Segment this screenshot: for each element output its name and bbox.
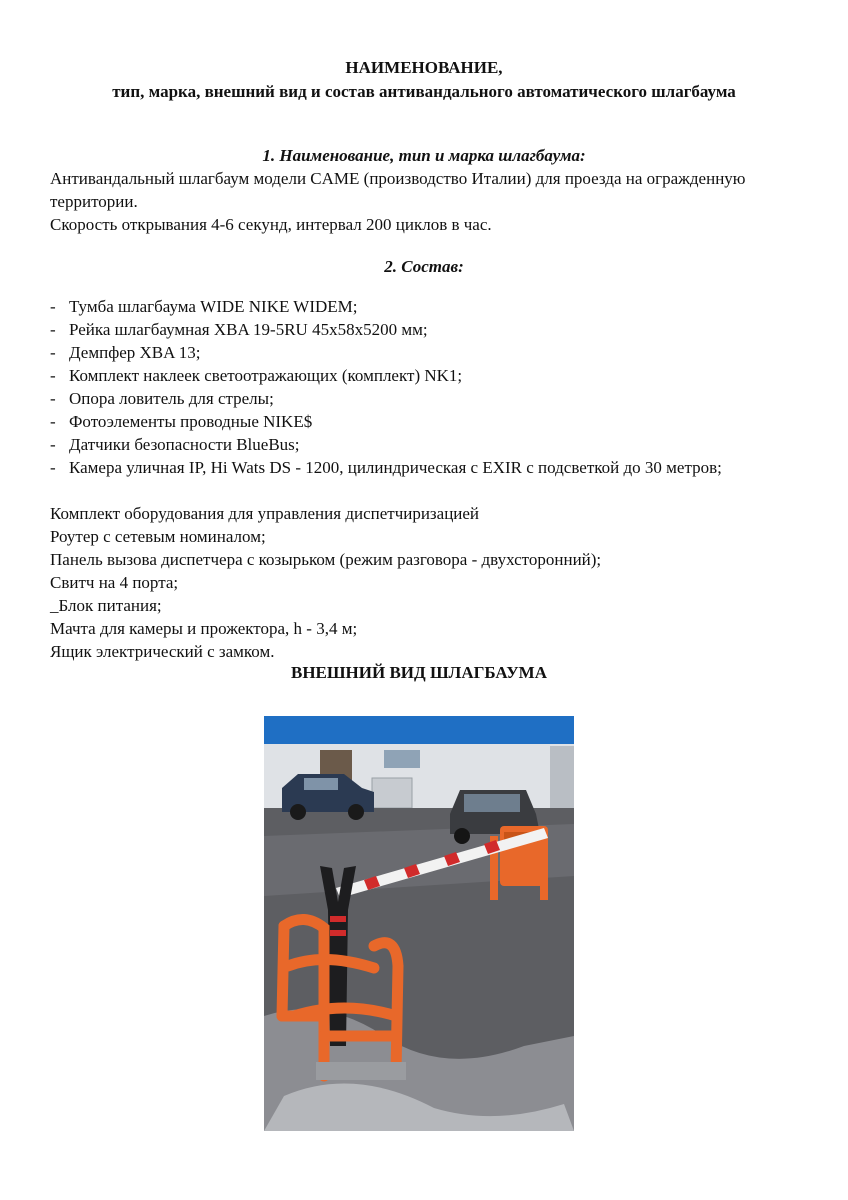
list-line: Свитч на 4 порта; <box>50 573 179 592</box>
barrier-photo <box>264 716 574 1131</box>
list-line: Панель вызова диспетчера с козырьком (режим разговора - двухсторонний); <box>50 550 602 569</box>
list-item: - Рейка шлагбаумная XBA 19-5RU 45х58х5200 мм; <box>50 320 428 339</box>
list-line: Роутер с сетевым номиналом; <box>50 527 266 546</box>
list-item: - Опора ловитель для стрелы; <box>50 389 274 408</box>
document-subtitle: тип, марка, внешний вид и состав антивандального автоматического шлагбаума <box>112 82 736 101</box>
section-1-heading: 1. Наименование, тип и марка шлагбаума: <box>262 146 586 165</box>
list-item: - Комплект наклеек светоотражающих (комплект) NK1; <box>50 366 463 385</box>
building-roof <box>264 716 574 744</box>
section-1-paragraph-1: Антивандальный шлагбаум модели CAME (производство Италии) для проезда на огражденную территории. <box>50 169 746 211</box>
list-item: - Фотоэлементы проводные NIKE$ <box>50 412 313 431</box>
list-item: - Камера уличная IP, Hi Wats DS - 1200, цилиндрическая с EXIR с подсветкой до 30 метров; <box>50 458 722 477</box>
list-item: - Датчики безопасности BlueBus; <box>50 435 300 454</box>
list-line: Ящик электрический с замком. <box>50 642 275 661</box>
section-2-heading: 2. Состав: <box>384 257 464 276</box>
list-line: _Блок питания; <box>50 596 162 615</box>
document-title: НАИМЕНОВАНИЕ, <box>345 58 503 77</box>
list-item: - Тумба шлагбаума WIDE NIKE WIDEM; <box>50 297 358 316</box>
list-line: Комплект оборудования для управления диспетчиризацией <box>50 504 480 523</box>
section-1-paragraph-2: Скорость открывания 4-6 секунд, интервал 200 циклов в час. <box>50 215 492 234</box>
list-line: Мачта для камеры и прожектора, h - 3,4 м; <box>50 619 358 638</box>
photo-title: ВНЕШНИЙ ВИД ШЛАГБАУМА <box>290 663 548 682</box>
list-item: - Демпфер XBA 13; <box>50 343 201 362</box>
